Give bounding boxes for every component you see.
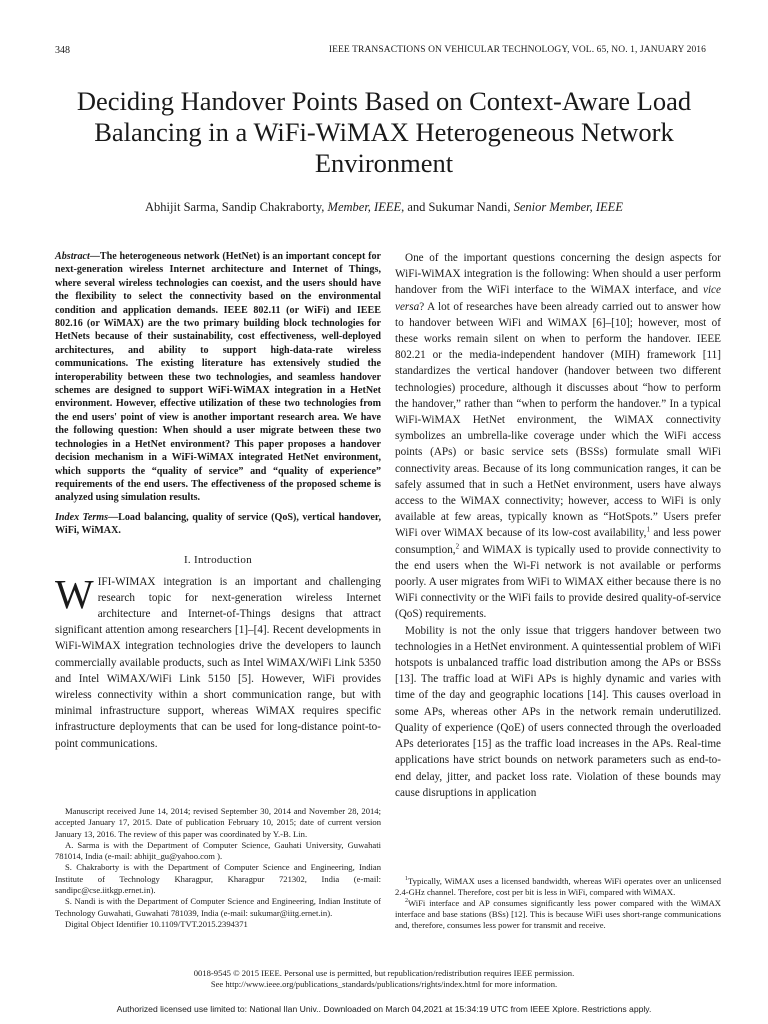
abstract-text: —The heterogeneous network (HetNet) is an important concept for next-generation wireless Internet architecture and Internet of Things, where several wireless technologies can coexist, and the users should have the flexibility to select the connectivity based on the environmental condition and application demands. IEEE 802.11 (or WiFi) and IEEE 802.16 (or WiMAX) are the two primary building block technologies for HetNets because of their sustainability, cost effectiveness, well-deployed architectures, and ability to support high-data-rate wireless communications. The existing literature has extensively studied the interoperability between these two technologies, and seamless handover schemes are designed to support WiFi-WiMAX integration in a HetNet environment. However, effective utilization of these two technologies from the end users' point of view is another important research area. We have the following question: When should a user migrate between these two technologies in a HetNet environment? This paper proposes a handover decision mechanism in a WiFi-WiMAX integrated HetNet environment, which supports the “quality of service” and “quality of experience” requirements of the end users. The effectiveness of the proposed scheme is analyzed using simulation results. <box>55 251 381 504</box>
footnote-2-text: WiFi interface and AP consumes significantly less power compared with the WiMAX interface and base stations (BSs) [12]. This is because WiFi uses short-range communications and, therefore, consumes less power for transmit and receive. <box>395 898 721 931</box>
authorized-use-notice: Authorized licensed use limited to: National Ilan Univ.. Downloaded on March 04,2021 at 15:34:19 UTC from IEEE Xplore. Restrictions apply. <box>116 1004 652 1014</box>
right-p1-b: ? A lot of researches have been already carried out to answer how to handover between WiFi and WiMAX [6]–[10]; however, most of these works remain silent on when to perform the handover. IEEE 802.21 or the media-independent handover (MIH) framework [11] standardizes the vertical handover (handover between two different technologies) procedure, although it discusses about “how to perform the handover,” rather than “when to perform the handover.” In a typical WiFi-WiMAX HetNet environment, the WiMAX connectivity symbolizes an umbrella-like coverage under which the WiFi access points (APs) or basic service sets (BSSs) formulate small WiFi connectivity areas. Because of its long communication ranges, it can be safely assumed that in such a HetNet environment, users have always access to the WiMAX connectivity; however, access to WiFi is only available at few areas, typically known as “HotSpots.” Users prefer WiFi over WiMAX because of its low-cost availability, <box>395 300 721 540</box>
author-role-3: Senior Member, IEEE <box>513 200 623 214</box>
left-column <box>55 250 381 752</box>
authors-names-1: Abhijit Sarma, Sandip Chakraborty, <box>145 200 328 214</box>
manuscript-notes <box>55 806 381 930</box>
footnote-ref-1: 1 <box>646 525 650 534</box>
intro-paragraph-text: IFI-WIMAX integration is an important and challenging research topic for next-generation wireless Internet architecture and Internet-of-Things designs that attract significant attention among researchers [1]–[4]. Recent developments in WiFi-WiMAX integration technologies drive the developers to launch commercially available products, such as Intel WiMAX/WiFi Link 5350 and Intel WiMAX/WiFi Link 5150 [5]. However, WiFi provides wireless connectivity within a short communication range, but with minimal infrastructure support, whereas WiMAX requires specific infrastructure deployments that can be used for long-distance point-to-point communications. <box>55 575 381 750</box>
intro-paragraph <box>55 570 381 752</box>
footnote-2 <box>395 898 721 931</box>
footnote-1-text: Typically, WiMAX uses a licensed bandwidth, whereas WiFi operates over an unlicensed 2.4-GHz channel. Therefore, cost per bit is less in WiFi, compared with WiMAX. <box>395 876 721 898</box>
footnote-2-mark: 2 <box>405 898 408 905</box>
footnote-ref-2: 2 <box>455 541 460 550</box>
page-number: 348 <box>55 45 70 56</box>
manuscript-note: Digital Object Identifier 10.1109/TVT.2015.2394371 <box>65 918 248 929</box>
abstract-label: Abstract <box>55 251 90 262</box>
section-heading-introduction: I. Introduction <box>183 553 253 566</box>
right-paragraph-2: Mobility is not the only issue that triggers handover between two technologies in a HetNet environment. A quintessential problem of WiFi hotspots is unbalanced traffic load distribution among the APs or BSSs [13]. The traffic load at WiFi APs is highly dynamic and varies with time of the day and geographic locations [14]. This causes overload in some APs, whereas other APs in the network remain underutilized. Quality of experience (QoE) of users connected through the overloaded APs deteriorates [15] as the traffic load increases in the APs. Real-time applications have strict bounds on network parameters such as end-to-end delay, jitter, and packet loss rate. Violation of these bounds may cause disruptions in application <box>395 624 721 799</box>
journal-running-header: IEEE TRANSACTIONS ON VEHICULAR TECHNOLOGY, VOL. 65, NO. 1, JANUARY 2016 <box>328 45 706 55</box>
manuscript-note: S. Chakraborty is with the Department of Computer Science and Engineering, Indian Institute of Technology Kharagpur, Kharagpur 721302, India (e-mail: sandipc@cse.iitkgp.ernet.in). <box>55 862 381 896</box>
manuscript-note: A. Sarma is with the Department of Computer Science, Gauhati University, Guwahati 781014, India (e-mail: abhijit_gu@yahoo.com ). <box>55 839 381 862</box>
right-paragraph-1 <box>395 250 721 623</box>
copyright-line-1: 0018-9545 © 2015 IEEE. Personal use is permitted, but republication/redistribution requires IEEE permission. <box>193 968 575 978</box>
manuscript-note: S. Nandi is with the Department of Computer Science and Engineering, Indian Institute of Technology Guwahati, Guwahati 781039, India (e-mail: sukumar@iitg.ernet.in). <box>55 896 381 918</box>
footnote-1-mark: 1 <box>405 876 408 883</box>
abstract <box>55 250 381 505</box>
index-terms-text: —Load balancing, quality of service (QoS), vertical handover, WiFi, WiMAX. <box>55 511 381 537</box>
manuscript-note: Manuscript received June 14, 2014; revised September 30, 2014 and November 28, 2014; accepted January 17, 2015. Date of publication February 10, 2015; date of current version January 13, 2016. The review of this paper was coordinated by Y.-B. Lin. <box>55 806 381 839</box>
footnote-1 <box>395 876 721 898</box>
right-p1-c: and less power consumption, <box>395 527 721 556</box>
index-terms-label: Index Terms <box>55 511 109 523</box>
drop-cap: W <box>55 570 94 617</box>
right-p1-d: and WiMAX is typically used to provide connectivity to the end users when the Wi-Fi network is not available or performs poorly. A user migrates from WiFi to WiMAX either because there is no WiFi connectivity or the WiFi fails to provide desired quality-of-service (QoS) requirements. <box>395 543 721 621</box>
authors-connector: , and Sukumar Nandi, <box>401 200 514 214</box>
right-p1-vice-versa: vice versa <box>395 284 721 313</box>
footnotes <box>395 876 721 931</box>
author-role-1: Member, IEEE <box>327 200 402 214</box>
right-column <box>395 250 721 801</box>
paper-title: Deciding Handover Points Based on Context-Aware Load Balancing in a WiFi-WiMAX Heterogeneous Network Environment <box>76 86 692 178</box>
copyright-notice <box>40 968 728 990</box>
right-p1-a: One of the important questions concerning the design aspects for WiFi-WiMAX integration is the following: When should a user perform handover from the WiFi interface to the WiMAX interface, and <box>395 252 721 297</box>
index-terms <box>55 511 381 538</box>
copyright-line-2: See http://www.ieee.org/publications_standards/publications/rights/index.html for more information. <box>210 979 558 990</box>
author-line <box>40 200 728 215</box>
